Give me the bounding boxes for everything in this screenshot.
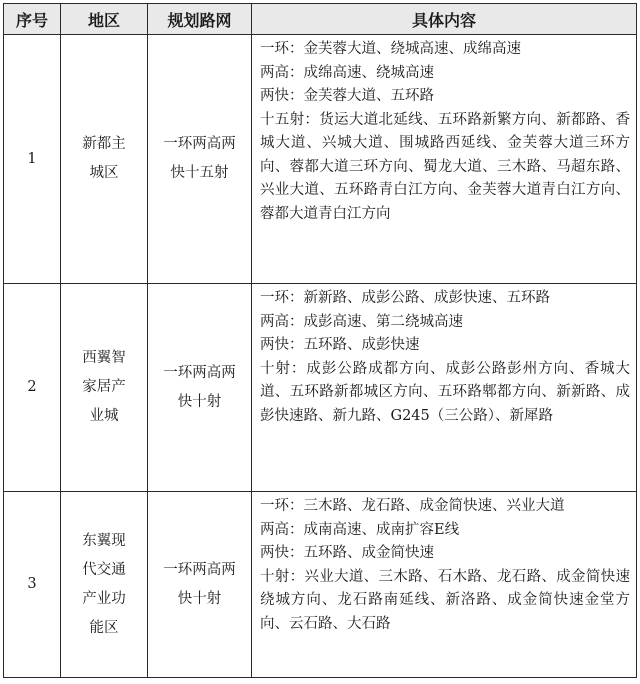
detail-two-highways: 两高：成彭高速、第二绕城高速 (260, 313, 463, 330)
detail-two-expressways: 两快：金芙蓉大道、五环路 (260, 88, 434, 104)
region-line: 能区 (89, 619, 119, 636)
region-cell (61, 492, 148, 678)
region-line: 代交通 (82, 561, 126, 578)
network-line: 快十射 (177, 393, 222, 410)
region-line: 业城 (89, 408, 119, 424)
serial-number-cell: 3 (4, 492, 61, 678)
detail-radial-roads: 十射：成彭公路成都方向、成彭公路彭州方向、香城大道、五环路新都城区方向、五环路郫都方向、新新路、成彭快速路、新九路、G245（三公路）、新犀路 (260, 360, 630, 424)
detail-radial-roads: 十五射：货运大道北延线、五环路新繁方向、新都路、香城大道、兴城大道、围城路西延线、金芙蓉大道三环方向、蓉都大道三环方向、蜀龙大道、三木路、马超东路、兴业大道、五环路青白江方向、金芙蓉大道青白江方向、蓉都大道青白江方向 (260, 111, 630, 222)
table-row (4, 35, 637, 284)
detail-two-expressways: 两快：五环路、成金简快速 (260, 545, 434, 561)
detail-radial-roads: 十射：兴业大道、三木路、石木路、龙石路、成金简快速绕城方向、龙石路南延线、新洛路、成金简快速金堂方向、云石路、大石路 (260, 568, 630, 632)
header-serial-number: 序号 (4, 4, 61, 35)
network-cell (148, 492, 252, 678)
road-network-plan-table (3, 3, 637, 678)
details-cell (252, 35, 637, 284)
details-cell (252, 284, 637, 492)
region-cell (61, 35, 148, 284)
network-line: 一环两高两 (163, 364, 236, 381)
details-cell (252, 492, 637, 678)
network-line: 一环两高两 (163, 561, 236, 578)
table-header (4, 4, 637, 35)
table-body (4, 35, 637, 678)
header-region: 地区 (61, 4, 148, 35)
network-line: 一环两高两 (163, 136, 236, 152)
table-row (4, 492, 637, 678)
detail-ring-road: 一环：金芙蓉大道、绕城高速、成绵高速 (260, 41, 521, 57)
detail-two-highways: 两高：成南高速、成南扩容E线 (260, 521, 460, 538)
detail-ring-road: 一环：三木路、龙石路、成金简快速、兴业大道 (260, 498, 565, 514)
region-line: 东翼现 (82, 532, 126, 549)
serial-number-cell: 1 (4, 35, 61, 284)
network-line: 快十射 (177, 590, 222, 607)
table-row (4, 284, 637, 492)
header-row (4, 4, 637, 35)
header-planned-network: 规划路网 (148, 4, 252, 35)
region-line: 家居产 (82, 379, 126, 395)
network-cell (148, 35, 252, 284)
header-details: 具体内容 (252, 4, 637, 35)
region-line: 城区 (89, 165, 119, 181)
detail-two-highways: 两高：成绵高速、绕城高速 (260, 64, 434, 81)
region-cell (61, 284, 148, 492)
network-cell (148, 284, 252, 492)
network-line: 快十五射 (170, 165, 229, 181)
region-line: 产业功 (82, 590, 126, 607)
detail-two-expressways: 两快：五环路、成彭快速 (260, 337, 420, 353)
region-line: 新都主 (82, 136, 126, 152)
region-line: 西翼智 (82, 350, 126, 366)
detail-ring-road: 一环：新新路、成彭公路、成彭快速、五环路 (260, 290, 550, 306)
serial-number-cell: 2 (4, 284, 61, 492)
